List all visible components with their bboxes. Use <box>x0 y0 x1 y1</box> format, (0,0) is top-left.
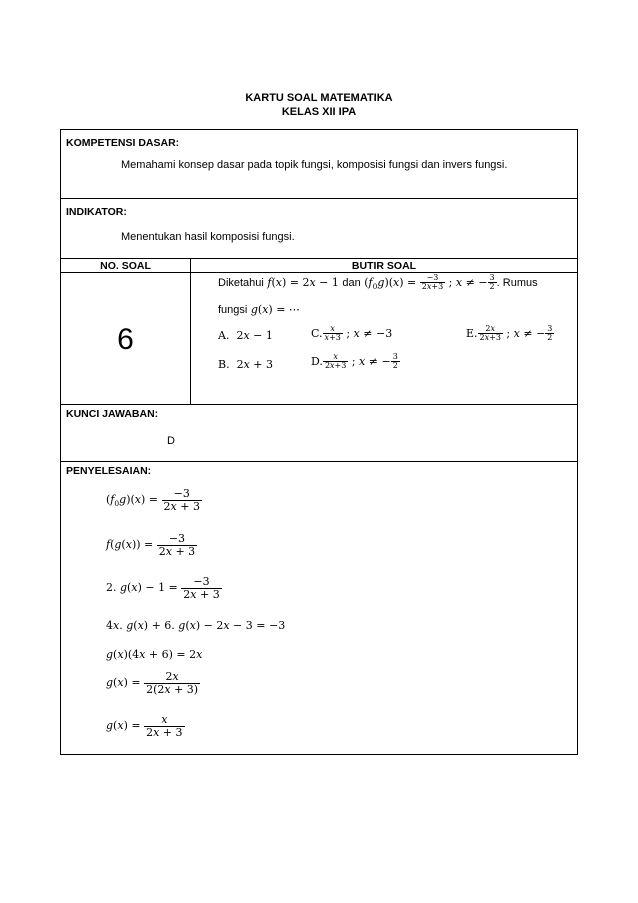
option-e-label: E. <box>466 326 478 340</box>
solution-step-4: 4x. g(x) + 6. g(x) − 2x − 3 = −3 <box>106 619 286 632</box>
option-b: B. 2x + 3 <box>218 358 274 371</box>
option-c: C. $\frac{x}{x+3}$ ; x ≠ −3 <box>311 324 393 343</box>
question-stem: Diketahui f(x) = 2x − 1 dan $(f_0g)(x)$ = $\frac{-3}{2x+3}$ ; x ≠ − $\frac{3}{2}$ . Rumus <box>218 273 538 292</box>
kunci-answer: D <box>167 435 175 447</box>
question-stem-line2: fungsi g(x) = ⋯ <box>218 303 300 316</box>
option-a: A. 2x − 1 <box>218 329 273 342</box>
stem-rumus: . Rumus <box>496 276 538 289</box>
no-soal-header: NO. SOAL <box>100 260 151 272</box>
option-b-label: B. <box>218 358 230 371</box>
option-c-label: C. <box>311 326 323 340</box>
solution-step-2: f(g(x)) = $\frac{-3}{2x + 3}$ <box>106 532 196 558</box>
solution-step-7: g(x) = $\frac{x}{2x + 3}$ <box>106 713 183 739</box>
question-number: 6 <box>117 323 134 356</box>
indikator-section <box>60 198 578 259</box>
option-a-label: A. <box>218 329 230 342</box>
indikator-text: Menentukan hasil komposisi fungsi. <box>121 231 295 243</box>
stem-prefix: Diketahui <box>218 276 264 289</box>
document-subtitle: KELAS XII IPA <box>281 106 357 118</box>
header-divider <box>61 272 577 273</box>
kunci-label: KUNCI JAWABAN: <box>66 408 159 420</box>
penyelesaian-section <box>60 461 578 755</box>
solution-step-5: g(x)(4x + 6) = 2x <box>106 648 203 661</box>
option-e: E. $\frac{2x}{2x+3}$ ; x ≠ − $\frac{3}{2}$ <box>466 324 553 343</box>
kompetensi-label: KOMPETENSI DASAR: <box>66 137 180 149</box>
solution-step-1: $(f_0g)(x)$ = $\frac{-3}{2x + 3}$ <box>106 487 200 513</box>
column-divider <box>190 259 191 404</box>
soal-section <box>60 258 578 405</box>
kunci-section <box>60 404 578 462</box>
stem-line2: fungsi <box>218 304 248 316</box>
solution-step-6: g(x) = $\frac{2x}{2(2x + 3)}$ <box>106 670 199 696</box>
document-title: KARTU SOAL MATEMATIKA <box>245 92 393 104</box>
kompetensi-text: Memahami konsep dasar pada topik fungsi, komposisi fungsi dan invers fungsi. <box>121 159 508 171</box>
solution-step-3: 2. g(x) − 1 = $\frac{-3}{2x + 3}$ <box>106 575 220 601</box>
penyelesaian-label: PENYELESAIAN: <box>66 465 152 477</box>
option-d: D. $\frac{x}{2x+3}$ ; x ≠ − $\frac{3}{2}$ <box>311 352 398 371</box>
indikator-label: INDIKATOR: <box>66 206 127 218</box>
option-d-label: D. <box>311 354 323 368</box>
kompetensi-section <box>60 129 578 199</box>
butir-soal-header: BUTIR SOAL <box>351 260 417 272</box>
stem-dan: dan <box>342 276 361 289</box>
